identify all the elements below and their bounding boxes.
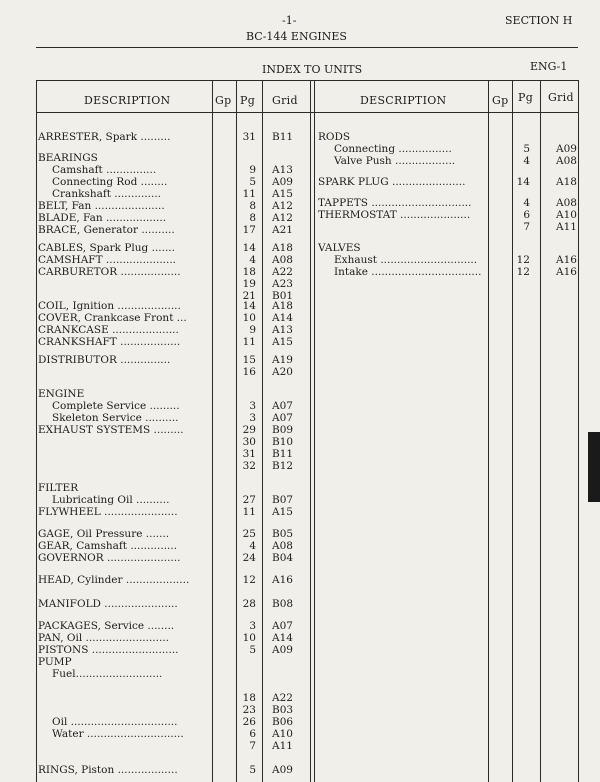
- entry-grid: A10: [556, 209, 577, 221]
- left-row: [0, 324, 600, 336]
- entry-page: 3: [249, 412, 256, 424]
- entry-page: 25: [242, 528, 256, 540]
- book-title: BC-144 ENGINES: [246, 30, 347, 43]
- section-code: ENG-1: [530, 60, 568, 73]
- left-row: [0, 598, 600, 610]
- entry-description: GEAR, Camshaft ..............: [38, 540, 178, 552]
- right-header-grid: Grid: [548, 91, 574, 104]
- left-row: [0, 460, 600, 472]
- entry-grid: A11: [272, 740, 293, 752]
- left-row: [0, 692, 600, 704]
- entry-grid: A09: [556, 143, 577, 155]
- left-row: [0, 620, 600, 632]
- entry-page: 24: [242, 552, 256, 564]
- entry-description: MANIFOLD ......................: [38, 598, 178, 610]
- entry-grid: A22: [272, 266, 293, 278]
- left-row: [0, 552, 600, 564]
- entry-page: 10: [242, 312, 256, 324]
- top-rule: [36, 47, 578, 48]
- entry-description: Water .............................: [52, 728, 184, 740]
- section-tab-marker: [588, 432, 600, 502]
- left-row: [0, 716, 600, 728]
- entry-grid: A10: [272, 728, 293, 740]
- entry-page: 11: [242, 506, 256, 518]
- entry-description: Exhaust .............................: [334, 254, 478, 266]
- entry-grid: A19: [272, 354, 293, 366]
- left-row: [0, 704, 600, 716]
- right-row: [0, 266, 600, 278]
- entry-description: CRANKSHAFT ..................: [38, 336, 181, 348]
- entry-page: 27: [242, 494, 256, 506]
- entry-page: 14: [242, 300, 256, 312]
- entry-page: 10: [242, 632, 256, 644]
- left-row: [0, 278, 600, 290]
- left-row: [0, 412, 600, 424]
- left-row: [0, 494, 600, 506]
- entry-page: 12: [516, 266, 530, 278]
- left-header-grid: Grid: [272, 94, 298, 107]
- entry-description: RODS: [318, 131, 351, 143]
- entry-description: TAPPETS ..............................: [318, 197, 472, 209]
- entry-grid: A22: [272, 692, 293, 704]
- entry-description: CABLES, Spark Plug .......: [38, 242, 175, 254]
- entry-grid: A14: [272, 632, 293, 644]
- entry-description: Connecting Rod ........: [52, 176, 168, 188]
- entry-page: 3: [249, 400, 256, 412]
- entry-description: Skeleton Service ..........: [52, 412, 179, 424]
- entry-grid: A13: [272, 164, 293, 176]
- entry-page: 3: [249, 620, 256, 632]
- left-header-gp: Gp: [215, 94, 232, 107]
- right-row: [0, 221, 600, 233]
- entry-grid: B09: [272, 424, 294, 436]
- entry-description: BRACE, Generator ..........: [38, 224, 175, 236]
- entry-grid: A08: [272, 254, 293, 266]
- entry-page: 12: [242, 574, 256, 586]
- entry-description: VALVES: [318, 242, 361, 254]
- entry-grid: B08: [272, 598, 294, 610]
- entry-description: BLADE, Fan ..................: [38, 212, 167, 224]
- entry-description: Lubricating Oil ..........: [52, 494, 170, 506]
- entry-page: 5: [249, 176, 256, 188]
- entry-grid: A16: [272, 574, 293, 586]
- entry-description: CARBURETOR ..................: [38, 266, 181, 278]
- entry-page: 19: [242, 278, 256, 290]
- entry-grid: B06: [272, 716, 294, 728]
- entry-page: 11: [242, 336, 256, 348]
- entry-page: 30: [242, 436, 256, 448]
- right-row: [0, 254, 600, 266]
- entry-grid: A15: [272, 188, 293, 200]
- left-row: [0, 644, 600, 656]
- left-row: [0, 312, 600, 324]
- entry-description: GOVERNOR ......................: [38, 552, 181, 564]
- entry-grid: A15: [272, 336, 293, 348]
- entry-description: Complete Service .........: [52, 400, 180, 412]
- entry-description: RINGS, Piston ..................: [38, 764, 178, 776]
- entry-page: 4: [523, 155, 530, 167]
- right-header-gp: Gp: [492, 94, 509, 107]
- table-top-rule: [36, 80, 578, 81]
- entry-page: 31: [242, 131, 256, 143]
- entry-grid: A15: [272, 506, 293, 518]
- entry-page: 26: [242, 716, 256, 728]
- left-row: [0, 656, 600, 668]
- left-row: [0, 740, 600, 752]
- left-row: [0, 540, 600, 552]
- entry-description: BEARINGS: [38, 152, 98, 164]
- right-row: [0, 155, 600, 167]
- entry-page: 31: [242, 448, 256, 460]
- entry-grid: A08: [556, 155, 577, 167]
- left-row: [0, 528, 600, 540]
- left-row: [0, 506, 600, 518]
- left-row: [0, 300, 600, 312]
- left-row: [0, 728, 600, 740]
- entry-grid: B05: [272, 528, 294, 540]
- right-row: [0, 197, 600, 209]
- entry-page: 8: [249, 212, 256, 224]
- entry-grid: B11: [272, 448, 294, 460]
- entry-description: FILTER: [38, 482, 79, 494]
- entry-description: Camshaft ...............: [52, 164, 157, 176]
- entry-grid: B03: [272, 704, 294, 716]
- entry-description: Oil ................................: [52, 716, 178, 728]
- entry-page: 4: [249, 540, 256, 552]
- entry-grid: B04: [272, 552, 294, 564]
- entry-grid: A12: [272, 200, 293, 212]
- right-header-description: DESCRIPTION: [360, 94, 447, 107]
- entry-description: PACKAGES, Service ........: [38, 620, 175, 632]
- entry-description: PUMP: [38, 656, 72, 668]
- entry-page: 23: [242, 704, 256, 716]
- right-row: [0, 131, 600, 143]
- entry-page: 28: [242, 598, 256, 610]
- entry-grid: A13: [272, 324, 293, 336]
- entry-grid: A16: [556, 266, 577, 278]
- entry-description: Crankshaft ..............: [52, 188, 162, 200]
- entry-description: Valve Push ..................: [334, 155, 456, 167]
- entry-grid: A09: [272, 764, 293, 776]
- entry-page: 7: [249, 740, 256, 752]
- entry-grid: A09: [272, 644, 293, 656]
- entry-page: 6: [523, 209, 530, 221]
- entry-grid: B07: [272, 494, 294, 506]
- entry-page: 21: [242, 290, 256, 302]
- left-row: [0, 574, 600, 586]
- entry-grid: A14: [272, 312, 293, 324]
- entry-page: 6: [249, 728, 256, 740]
- entry-page: 7: [523, 221, 530, 233]
- entry-page: 4: [523, 197, 530, 209]
- left-row: [0, 400, 600, 412]
- left-row: [0, 632, 600, 644]
- right-row: [0, 209, 600, 221]
- left-row: [0, 668, 600, 680]
- left-row: [0, 388, 600, 400]
- entry-grid: A08: [556, 197, 577, 209]
- entry-description: COVER, Crankcase Front ...: [38, 312, 187, 324]
- entry-grid: A18: [272, 242, 293, 254]
- left-row: [0, 424, 600, 436]
- page-number: -1-: [282, 14, 297, 27]
- right-row: [0, 176, 600, 188]
- entry-description: BELT, Fan .....................: [38, 200, 165, 212]
- entry-grid: A07: [272, 400, 293, 412]
- entry-description: GAGE, Oil Pressure .......: [38, 528, 170, 540]
- right-header-pg: Pg: [518, 91, 534, 104]
- right-row: [0, 143, 600, 155]
- entry-page: 14: [516, 176, 530, 188]
- entry-page: 17: [242, 224, 256, 236]
- entry-grid: A21: [272, 224, 293, 236]
- entry-page: 9: [249, 324, 256, 336]
- entry-description: Intake .................................: [334, 266, 482, 278]
- entry-description: EXHAUST SYSTEMS .........: [38, 424, 184, 436]
- left-row: [0, 482, 600, 494]
- entry-page: 32: [242, 460, 256, 472]
- entry-grid: A18: [556, 176, 577, 188]
- entry-description: THERMOSTAT .....................: [318, 209, 471, 221]
- entry-page: 12: [516, 254, 530, 266]
- entry-description: FLYWHEEL ......................: [38, 506, 178, 518]
- left-row: [0, 448, 600, 460]
- entry-page: 16: [242, 366, 256, 378]
- left-row: [0, 354, 600, 366]
- entry-description: DISTRIBUTOR ...............: [38, 354, 171, 366]
- entry-grid: A23: [272, 278, 293, 290]
- left-row: [0, 764, 600, 776]
- entry-grid: B11: [272, 131, 294, 143]
- entry-page: 9: [249, 164, 256, 176]
- entry-grid: A07: [272, 412, 293, 424]
- entry-page: 8: [249, 200, 256, 212]
- entry-description: HEAD, Cylinder ...................: [38, 574, 190, 586]
- left-header-pg: Pg: [240, 94, 256, 107]
- left-header-description: DESCRIPTION: [84, 94, 171, 107]
- entry-grid: A16: [556, 254, 577, 266]
- entry-grid: A09: [272, 176, 293, 188]
- entry-page: 15: [242, 354, 256, 366]
- section-label: SECTION H: [505, 14, 573, 27]
- entry-page: 11: [242, 188, 256, 200]
- entry-page: 18: [242, 266, 256, 278]
- entry-page: 29: [242, 424, 256, 436]
- entry-description: Connecting ................: [334, 143, 452, 155]
- entry-description: PISTONS ..........................: [38, 644, 179, 656]
- entry-description: CAMSHAFT .....................: [38, 254, 177, 266]
- entry-grid: A20: [272, 366, 293, 378]
- left-row: [0, 366, 600, 378]
- right-row: [0, 242, 600, 254]
- entry-page: 4: [249, 254, 256, 266]
- entry-page: 14: [242, 242, 256, 254]
- entry-grid: A18: [272, 300, 293, 312]
- entry-grid: A11: [556, 221, 577, 233]
- entry-description: PAN, Oil .........................: [38, 632, 169, 644]
- entry-description: COIL, Ignition ...................: [38, 300, 181, 312]
- entry-grid: A07: [272, 620, 293, 632]
- entry-page: 5: [249, 644, 256, 656]
- entry-description: SPARK PLUG ......................: [318, 176, 466, 188]
- entry-grid: A08: [272, 540, 293, 552]
- entry-description: ARRESTER, Spark .........: [38, 131, 171, 143]
- entry-grid: A12: [272, 212, 293, 224]
- entry-description: ENGINE: [38, 388, 85, 400]
- entry-description: Fuel..........................: [52, 668, 163, 680]
- entry-grid: B12: [272, 460, 294, 472]
- left-row: [0, 436, 600, 448]
- entry-grid: B01: [272, 290, 294, 302]
- entry-page: 5: [523, 143, 530, 155]
- entry-grid: B10: [272, 436, 294, 448]
- index-title: INDEX TO UNITS: [262, 63, 363, 76]
- entry-page: 18: [242, 692, 256, 704]
- left-row: [0, 336, 600, 348]
- entry-description: CRANKCASE ....................: [38, 324, 179, 336]
- entry-page: 5: [249, 764, 256, 776]
- header-bottom-rule: [36, 112, 578, 113]
